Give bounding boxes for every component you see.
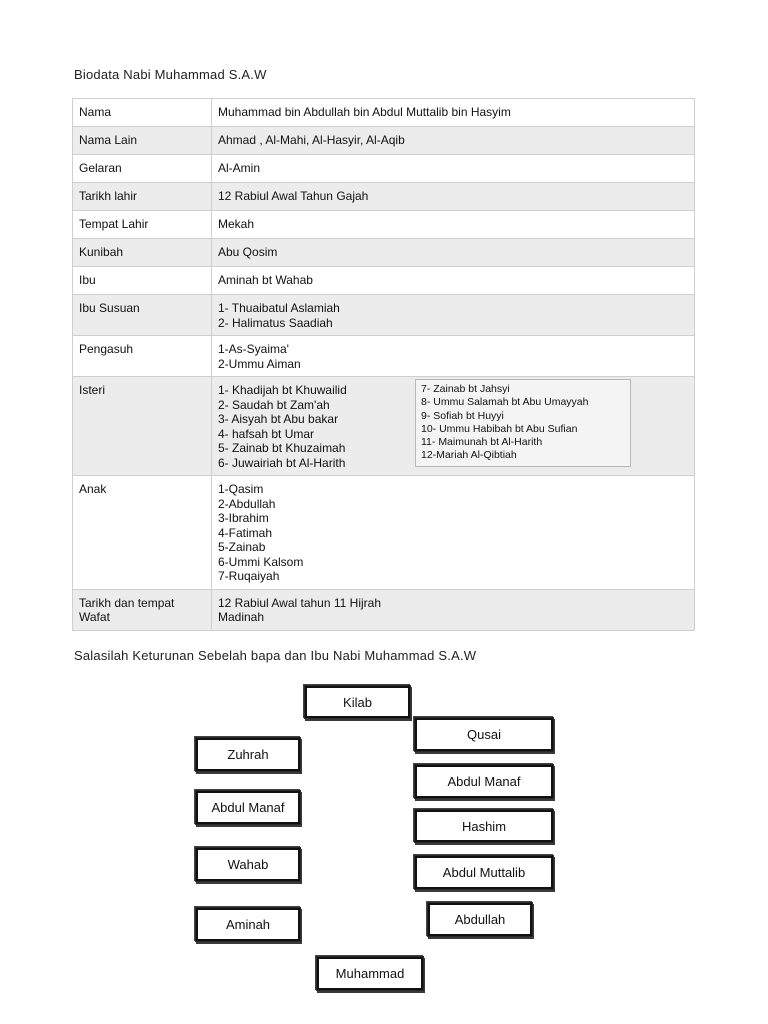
table-row xyxy=(73,336,695,377)
table-row xyxy=(73,267,695,295)
text-line: Aminah bt Wahab xyxy=(218,273,313,287)
row-value xyxy=(212,267,695,295)
page-title: Biodata Nabi Muhammad S.A.W xyxy=(74,67,267,82)
text-line: Ahmad , Al-Mahi, Al-Hasyir, Al-Aqib xyxy=(218,133,405,147)
tree-node-wahab: Wahab xyxy=(196,848,300,881)
row-value xyxy=(212,295,695,336)
tree-node-hashim: Hashim xyxy=(415,810,553,842)
row-label xyxy=(73,183,212,211)
row-value xyxy=(212,155,695,183)
row-value xyxy=(212,127,695,155)
section-title: Salasilah Keturunan Sebelah bapa dan Ibu Nabi Muhammad S.A.W xyxy=(74,648,477,663)
row-label xyxy=(73,127,212,155)
text-line: 5- Zainab bt Khuzaimah xyxy=(218,441,346,455)
text-line: 6- Juwairiah bt Al-Harith xyxy=(218,455,346,470)
row-value xyxy=(212,589,695,630)
row-label xyxy=(73,239,212,267)
text-line: Kunibah xyxy=(79,245,124,259)
text-line: 3- Aisyah bt Abu bakar xyxy=(218,412,339,426)
text-line: 9- Sofiah bt Huyyi xyxy=(421,409,504,422)
text-line: Pengasuh xyxy=(79,342,134,356)
text-line: 4-Fatimah xyxy=(218,525,273,540)
tree-node-aminah: Aminah xyxy=(196,908,300,941)
tree-node-qusai: Qusai xyxy=(415,718,553,751)
text-line: 12 Rabiul Awal tahun 11 Hijrah xyxy=(218,595,381,610)
text-line: 2- Halimatus Saadiah xyxy=(218,315,333,330)
table-row xyxy=(73,476,695,590)
table-row xyxy=(73,295,695,336)
text-line: 2- Saudah bt Zam'ah xyxy=(218,397,330,412)
text-line: Nama xyxy=(79,105,112,119)
text-line: 1- Khadijah bt Khuwailid xyxy=(218,383,347,397)
row-value xyxy=(212,239,695,267)
text-line: 7-Ruqaiyah xyxy=(218,569,280,583)
row-value xyxy=(212,476,695,590)
text-line: 7- Zainab bt Jahsyi xyxy=(421,383,510,395)
row-label xyxy=(73,267,212,295)
row-label xyxy=(73,589,212,630)
row-value xyxy=(212,336,695,377)
tree-node-abdullah: Abdullah xyxy=(428,903,532,936)
text-line: Wafat xyxy=(79,610,110,624)
text-line: 10- Ummu Habibah bt Abu Sufian xyxy=(421,422,578,435)
text-line: 1-As-Syaima' xyxy=(218,342,289,356)
text-line: 11- Maimunah bt Al-Harith xyxy=(421,436,543,449)
row-value xyxy=(212,211,695,239)
text-line: Gelaran xyxy=(79,161,122,175)
row-value xyxy=(212,183,695,211)
text-line: 1-Qasim xyxy=(218,482,264,496)
text-line: Ibu Susuan xyxy=(79,301,140,315)
text-line: Anak xyxy=(79,482,107,496)
row-label xyxy=(73,336,212,377)
text-line: 3-Ibrahim xyxy=(218,511,269,525)
text-line: 8- Ummu Salamah bt Abu Umayyah xyxy=(421,396,589,409)
row-label xyxy=(73,155,212,183)
text-line: Nama Lain xyxy=(79,133,138,147)
text-line: 2-Abdullah xyxy=(218,496,276,511)
row-value xyxy=(212,377,695,476)
row-value xyxy=(212,99,695,127)
table-row xyxy=(73,239,695,267)
tree-node-kilab: Kilab xyxy=(305,686,410,718)
table-row xyxy=(73,183,695,211)
tree-node-muhammad: Muhammad xyxy=(317,957,423,990)
text-line: 1- Thuaibatul Aslamiah xyxy=(218,301,340,315)
text-line: Mekah xyxy=(218,217,255,231)
text-line: 4- hafsah bt Umar xyxy=(218,426,315,441)
text-line: 6-Ummi Kalsom xyxy=(218,554,304,569)
tree-node-zuhrah: Zuhrah xyxy=(196,738,300,771)
text-line: Tarikh dan tempat xyxy=(79,595,175,610)
row-label xyxy=(73,99,212,127)
text-line: Muhammad bin Abdullah bin Abdul Muttalib bin Hasyim xyxy=(218,105,511,119)
isteri-list-left xyxy=(218,383,415,470)
tree-node-abdul-manaf-ibu: Abdul Manaf xyxy=(196,791,300,824)
table-row xyxy=(73,211,695,239)
table-row xyxy=(73,127,695,155)
text-line: 12-Mariah Al-Qibtiah xyxy=(421,449,517,462)
table-row xyxy=(73,155,695,183)
tree-node-abdul-muttalib: Abdul Muttalib xyxy=(415,856,553,889)
row-label xyxy=(73,211,212,239)
table-row xyxy=(73,99,695,127)
isteri-list-right xyxy=(415,379,631,467)
text-line: 2-Ummu Aiman xyxy=(218,356,301,371)
text-line: Tarikh lahir xyxy=(79,189,138,203)
text-line: 12 Rabiul Awal Tahun Gajah xyxy=(218,189,369,203)
text-line: Madinah xyxy=(218,610,265,624)
row-label xyxy=(73,295,212,336)
text-line: Tempat Lahir xyxy=(79,217,149,231)
biodata-table xyxy=(72,98,695,631)
table-row xyxy=(73,589,695,630)
tree-node-abdul-manaf-bapa: Abdul Manaf xyxy=(415,765,553,798)
text-line: Abu Qosim xyxy=(218,245,278,259)
text-line: Al-Amin xyxy=(218,161,261,175)
text-line: 5-Zainab xyxy=(218,540,266,554)
row-label xyxy=(73,377,212,476)
row-label xyxy=(73,476,212,590)
table-row xyxy=(73,377,695,476)
text-line: Ibu xyxy=(79,273,96,287)
text-line: Isteri xyxy=(79,383,106,397)
